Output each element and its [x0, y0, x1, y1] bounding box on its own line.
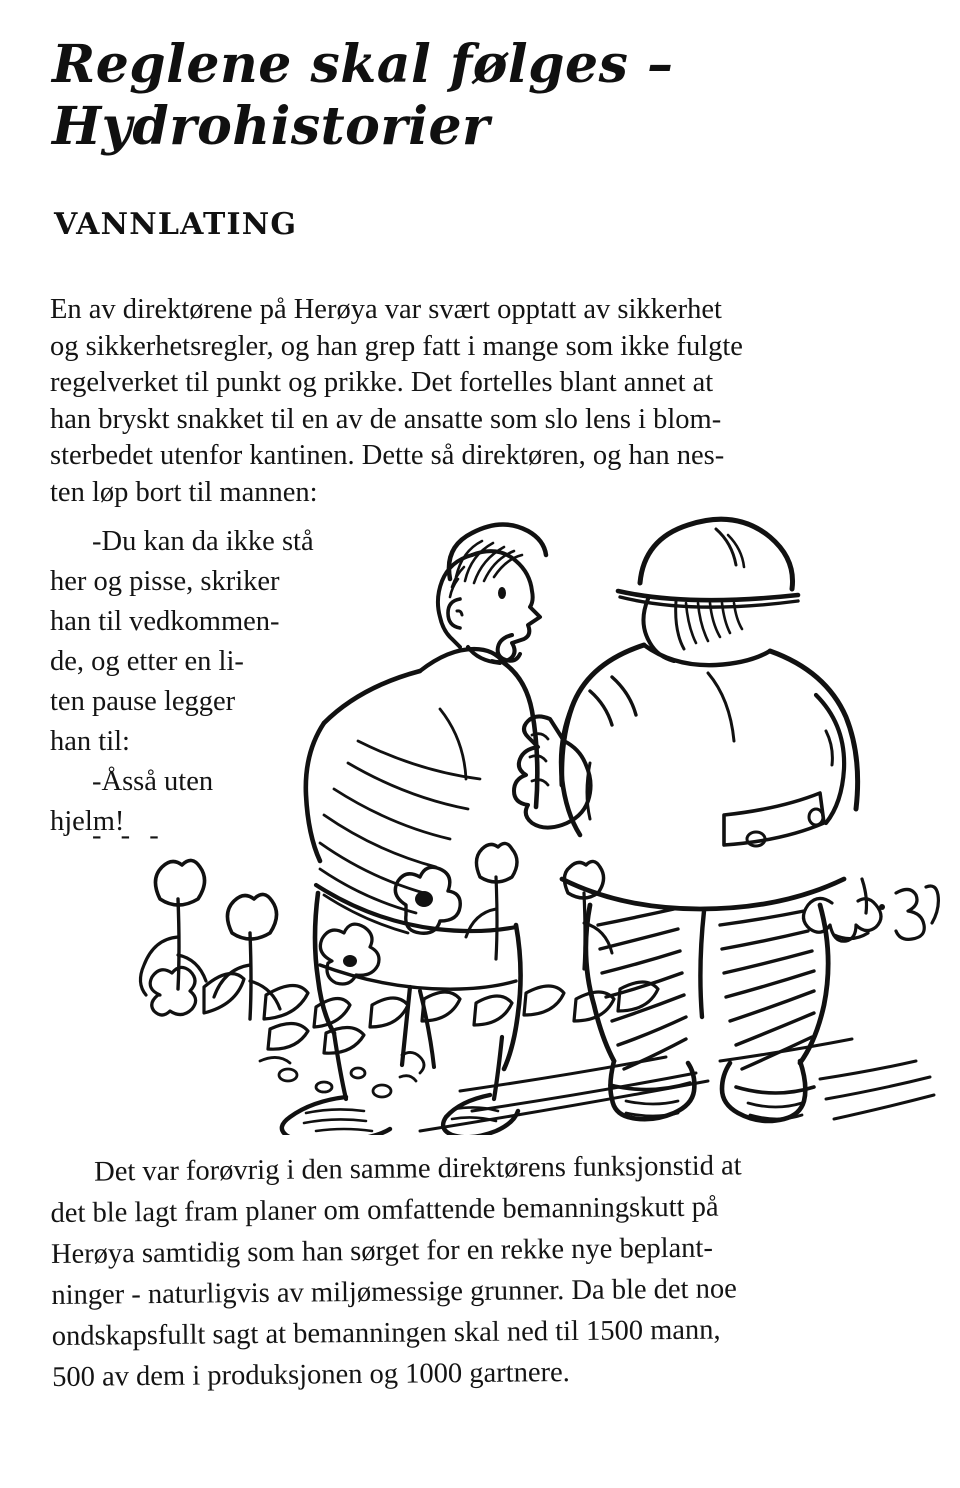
line-text: -Du kan da ikke stå [92, 526, 314, 557]
line-text: sterbedet utenfor kantinen. Dette så direktøren, og han nes- [50, 440, 725, 472]
pebbles [260, 1057, 391, 1097]
line-text: ninger - naturligvis av miljømessige grunner. Da ble det noe [51, 1273, 737, 1311]
text-line [52, 1349, 918, 1398]
page-title [52, 34, 912, 158]
text-line [50, 329, 916, 366]
title-line-2: Hydrohistorier [52, 96, 490, 157]
text-line [50, 602, 398, 642]
line-text: hjelm! [50, 806, 125, 837]
paragraph-separator: - - - [92, 820, 165, 851]
tulip [214, 894, 280, 1019]
line-text: han til vedkommen- [50, 606, 280, 637]
paragraph-intro [50, 292, 916, 512]
line-text: 500 av dem i produksjonen og 1000 gartnere. [52, 1357, 570, 1393]
pointing-hand [514, 716, 591, 827]
flower-bed [140, 843, 658, 1053]
line-text: de, og etter en li- [50, 646, 244, 677]
text-line [50, 292, 916, 329]
hair-hatching [450, 541, 522, 597]
text-line [50, 438, 916, 475]
line-text: han bryskt snakket til en av de ansatte som slo lens i blom- [50, 403, 722, 435]
line-text: Det var forøvrig i den samme direktørens funksjonstid at [94, 1150, 742, 1188]
line-text: og sikkerhetsregler, og han grep fatt i mange som ikke fulgte [50, 330, 743, 362]
line-text: han til: [50, 726, 130, 757]
shoe-hatching [304, 1107, 498, 1131]
line-text: -Åsså uten [92, 766, 214, 797]
text-line [50, 562, 398, 602]
motion-lines [590, 677, 636, 725]
paragraph-dialogue [50, 522, 398, 842]
text-line [50, 642, 398, 682]
line-text: ondskapsfullt sagt at bemanningen skal ned til 1500 mann, [51, 1314, 721, 1352]
neck-hatching [686, 603, 742, 643]
line-text: ten pause legger [50, 686, 236, 717]
text-line [50, 722, 398, 762]
line-text: regelverket til punkt og prikke. Det fortelles blant annet at [50, 367, 714, 399]
line-text: ten løp bort til mannen: [50, 476, 318, 508]
line-text: det ble lagt fram planer om omfattende bemanningskutt på [50, 1191, 719, 1229]
figure-man-with-hard-hat [561, 519, 858, 1121]
flower [395, 867, 460, 933]
line-text: her og pisse, skriker [50, 566, 280, 597]
tulip [140, 860, 206, 995]
text-line [50, 402, 916, 439]
tulip [466, 843, 517, 959]
paragraph-closing [50, 1144, 918, 1398]
flower [150, 967, 195, 1015]
trouser-hatching [598, 909, 814, 1069]
section-heading: VANNLATING [54, 207, 298, 242]
text-line [50, 365, 916, 402]
line-text: Herøya samtidig som han sørget for en rekke nye beplant- [50, 1232, 714, 1270]
text-line [50, 682, 398, 722]
title-line-1: Reglene skal følges – [52, 34, 674, 95]
line-text: En av direktørene på Herøya var svært opptatt av sikkerhet [50, 294, 722, 325]
text-line [50, 762, 398, 802]
text-line [50, 522, 398, 562]
